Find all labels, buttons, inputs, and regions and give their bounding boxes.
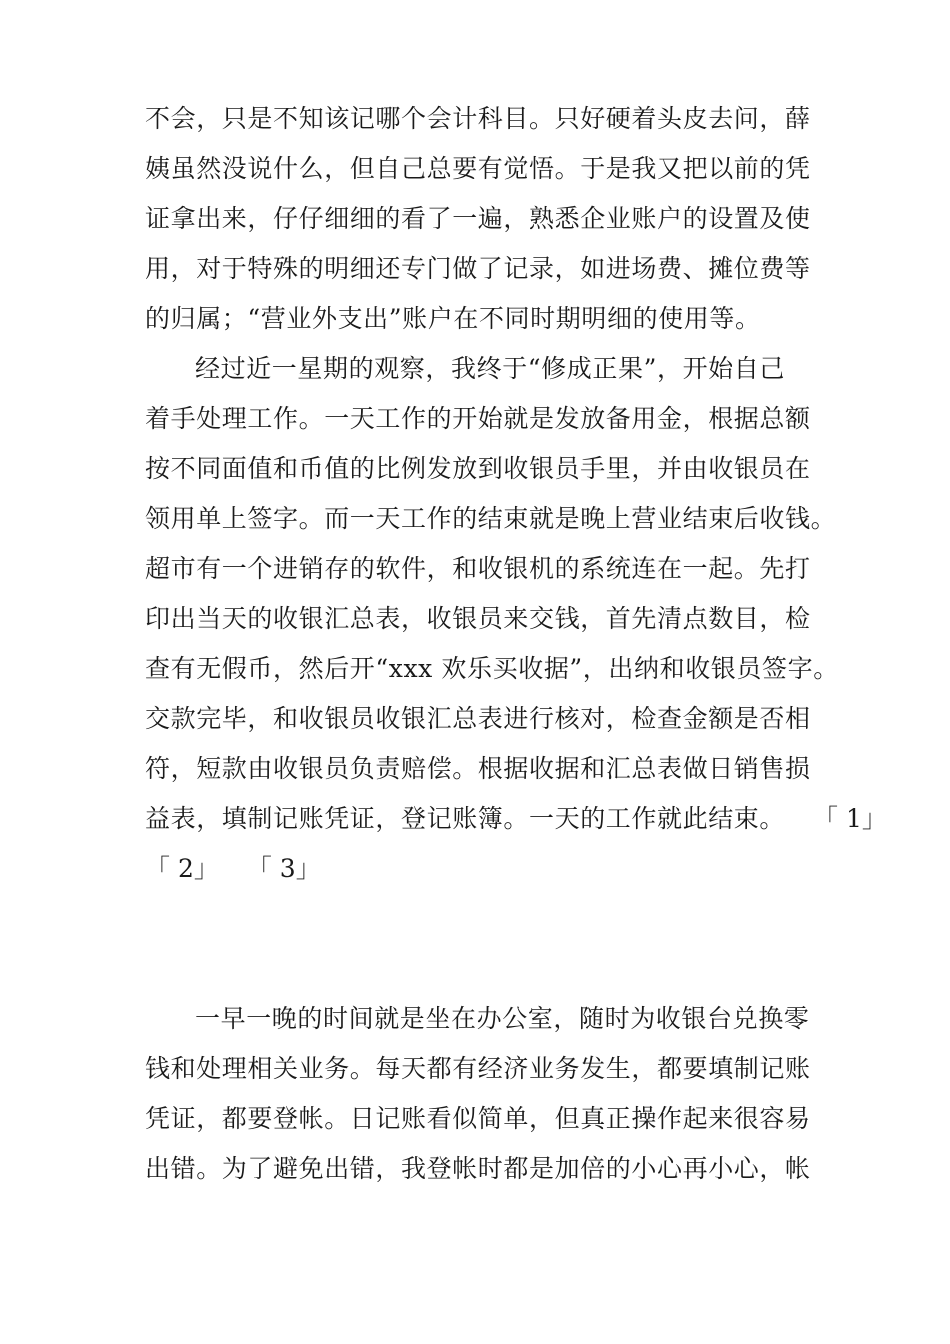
page-link-3[interactable]: 「 3」 xyxy=(246,854,321,883)
text-line: 钱和处理相关业务。每天都有经济业务发生，都要填制记账 xyxy=(145,1054,811,1083)
text-line: 的归属；“营业外支出”账户在不同时期明细的使用等。 xyxy=(145,304,761,333)
text-line: 符，短款由收银员负责赔偿。根据收据和汇总表做日销售损 xyxy=(145,754,811,783)
paragraph-first-line: 经过近一星期的观察，我终于“修成正果”，开始自己 xyxy=(195,354,785,383)
text-line: 着手处理工作。一天工作的开始就是发放备用金，根据总额 xyxy=(145,404,811,433)
text-line: 领用单上签字。而一天工作的结束就是晚上营业结束后收钱。 xyxy=(145,504,837,533)
text-line: 证拿出来，仔仔细细的看了一遍，熟悉企业账户的设置及使 xyxy=(145,204,811,233)
paragraph-first-line: 一早一晚的时间就是坐在办公室，随时为收银台兑换零 xyxy=(195,1004,810,1033)
text-line: 交款完毕，和收银员收银汇总表进行核对，检查金额是否相 xyxy=(145,704,811,733)
text-line xyxy=(145,804,887,834)
text-line: 按不同面值和币值的比例发放到收银员手里，并由收银员在 xyxy=(145,454,811,483)
text-line: 出错。为了避免出错，我登帐时都是加倍的小心再小心，帐 xyxy=(145,1154,811,1183)
text-line: 印出当天的收银汇总表，收银员来交钱，首先清点数目，检 xyxy=(145,604,811,633)
page-link-1[interactable]: 「 1」 xyxy=(813,804,887,833)
page-link-2[interactable]: 「 2」 xyxy=(145,854,219,883)
text-line: 超市有一个进销存的软件，和收银机的系统连在一起。先打 xyxy=(145,554,811,583)
text-line: 凭证，都要登帐。日记账看似简单，但真正操作起来很容易 xyxy=(145,1104,811,1133)
text-line xyxy=(145,854,825,884)
text-line: 不会，只是不知该记哪个会计科目。只好硬着头皮去问，薛 xyxy=(145,104,811,133)
text-line: 查有无假币，然后开“xxx 欢乐买收据”，出纳和收银员签字。 xyxy=(145,654,839,683)
text-line: 用，对于特殊的明细还专门做了记录，如进场费、摊位费等 xyxy=(145,254,811,283)
text-line: 姨虽然没说什么，但自己总要有觉悟。于是我又把以前的凭 xyxy=(145,154,811,183)
text-segment: 益表，填制记账凭证，登记账簿。一天的工作就此结束。 xyxy=(145,804,786,833)
